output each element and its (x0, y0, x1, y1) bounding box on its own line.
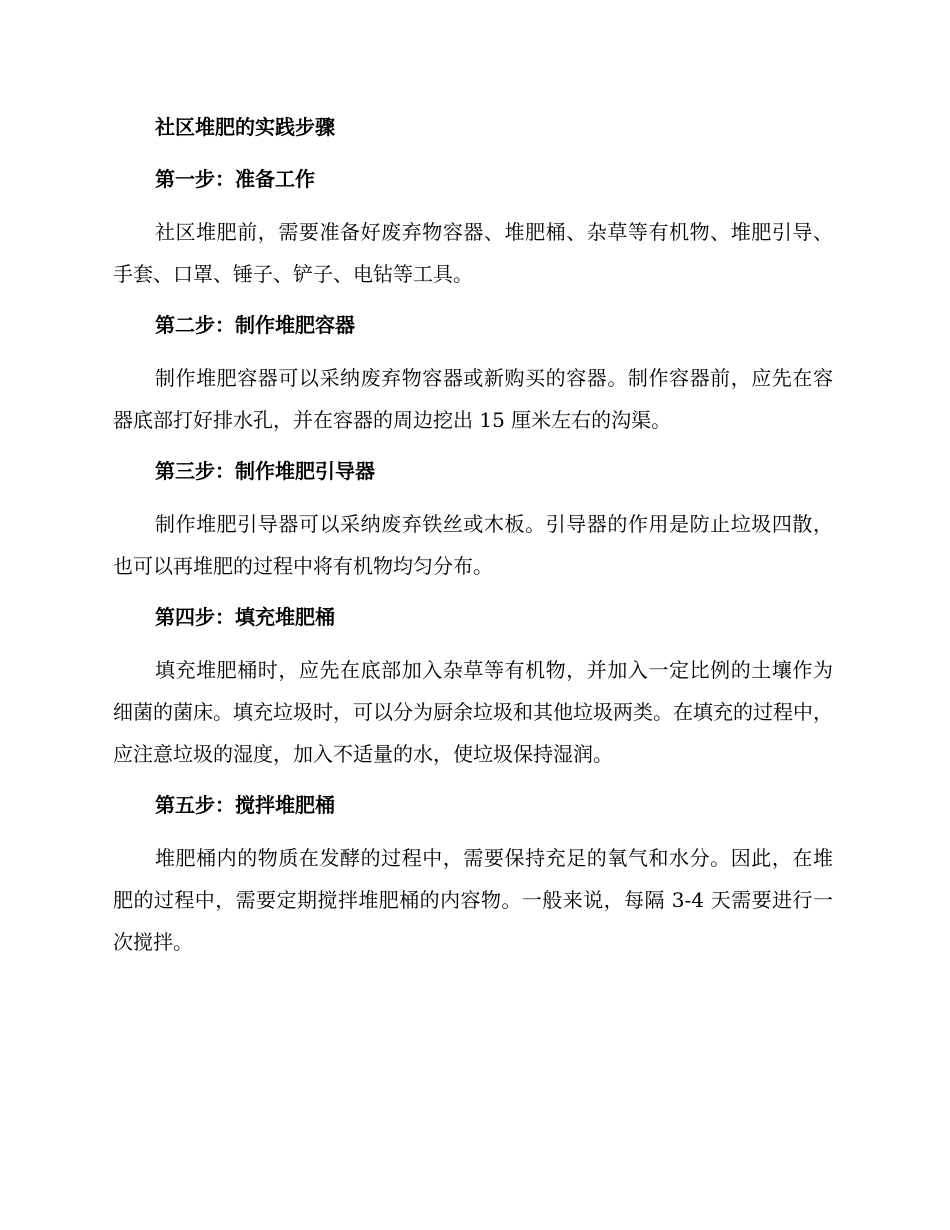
document-title: 社区堆肥的实践步骤 (155, 115, 335, 139)
section-body-step-2: 制作堆肥容器可以采纳废弃物容器或新购买的容器。制作容器前，应先在容器底部打好排水孔，并在容器的周边挖出 15 厘米左右的沟渠。 (113, 366, 833, 432)
section-heading-step-5: 第五步：搅拌堆肥桶 (155, 793, 335, 817)
section-body-step-3: 制作堆肥引导器可以采纳废弃铁丝或木板。引导器的作用是防止垃圾四散，也可以再堆肥的过程中将有机物均匀分布。 (113, 512, 833, 578)
document-page (113, 107, 833, 973)
section-heading-step-4: 第四步：填充堆肥桶 (155, 605, 335, 629)
section-body-step-4: 填充堆肥桶时，应先在底部加入杂草等有机物，并加入一定比例的土壤作为细菌的菌床。填充垃圾时，可以分为厨余垃圾和其他垃圾两类。在填充的过程中，应注意垃圾的湿度，加入不适量的水，使垃圾保持湿润。 (113, 658, 833, 766)
section-body-step-5: 堆肥桶内的物质在发酵的过程中，需要保持充足的氧气和水分。因此，在堆肥的过程中，需要定期搅拌堆肥桶的内容物。一般来说，每隔 3-4 天需要进行一次搅拌。 (113, 846, 833, 954)
section-heading-step-1: 第一步：准备工作 (155, 167, 315, 191)
section-heading-step-3: 第三步：制作堆肥引导器 (155, 459, 375, 483)
section-body-step-1: 社区堆肥前，需要准备好废弃物容器、堆肥桶、杂草等有机物、堆肥引导、手套、口罩、锤子、铲子、电钻等工具。 (113, 220, 833, 286)
section-heading-step-2: 第二步：制作堆肥容器 (155, 313, 355, 337)
